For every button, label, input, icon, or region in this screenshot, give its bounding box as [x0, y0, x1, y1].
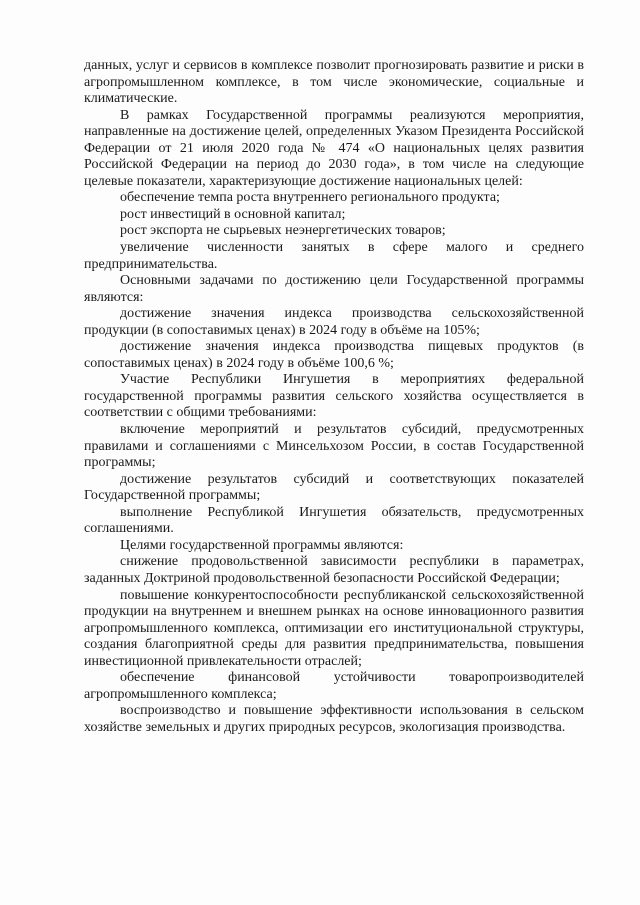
list-item: обеспечение темпа роста внутреннего регионального продукта; [120, 190, 500, 206]
list-item: повышение конкурентоспособности республиканской сельскохозяйственной продукции на внутреннем и внешнем рынках на основе инновационного развития агропромышленного комплекса, оптимизации его институциональной структуры, создания благоприятной среды для развития предпринимательства, повышения инвестиционной привлекательности отраслей; [84, 587, 584, 669]
list-item: рост экспорта не сырьевых неэнергетических товаров; [120, 223, 446, 239]
paragraph-main-tasks: Основными задачами по достижению цели Государственной программы являются: [84, 273, 584, 305]
list-item: воспроизводство и повышение эффективности использования в сельском хозяйстве земельных и других природных ресурсов, экологизация производства. [84, 703, 584, 735]
paragraph-goals: Целями государственной программы являются: [120, 537, 404, 553]
list-item: достижение значения индекса производства сельскохозяйственной продукции (в сопоставимых ценах) в 2024 году в объёме на 105%; [84, 306, 584, 338]
list-item: снижение продовольственной зависимости республики в параметрах, заданных Доктриной продовольственной безопасности Российской Федерации; [84, 554, 584, 586]
list-item: выполнение Республикой Ингушетия обязательств, предусмотренных соглашениями. [84, 504, 584, 537]
list-item: достижение значения индекса производства пищевых продуктов (в сопоставимых ценах) в 2024 году в объёме 100,6 %; [84, 339, 584, 371]
document-body [84, 58, 584, 736]
paragraph-program-measures: В рамках Государственной программы реализуются мероприятия, направленные на достижение целей, определенных Указом Президента Российской Федерации от 21 июля 2020 года № 474 «О национальных целях развития Российской Федерации на период до 2030 года», в том числе на следующие целевые показатели, характеризующие достижение национальных целей: [84, 107, 584, 189]
list-item: обеспечение финансовой устойчивости товаропроизводителей агропромышленного комплекса; [84, 670, 584, 702]
list-item: достижение результатов субсидий и соответствующих показателей Государственной программы; [84, 471, 584, 504]
list-item: включение мероприятий и результатов субсидий, предусмотренных правилами и соглашениями с Минсельхозом России, в состав Государственной программы; [84, 422, 584, 471]
list-item: увеличение численности занятых в сфере малого и среднего предпринимательства. [84, 240, 584, 272]
paragraph-participation: Участие Республики Ингушетия в мероприятиях федеральной государственной программы развития сельского хозяйства осуществляется в соответствии с общими требованиями: [84, 372, 584, 421]
list-item: рост инвестиций в основной капитал; [120, 206, 346, 222]
paragraph-continuation: данных, услуг и сервисов в комплексе позволит прогнозировать развитие и риски в агропромышленном комплексе, в том числе экономические, социальные и климатические. [84, 58, 584, 107]
